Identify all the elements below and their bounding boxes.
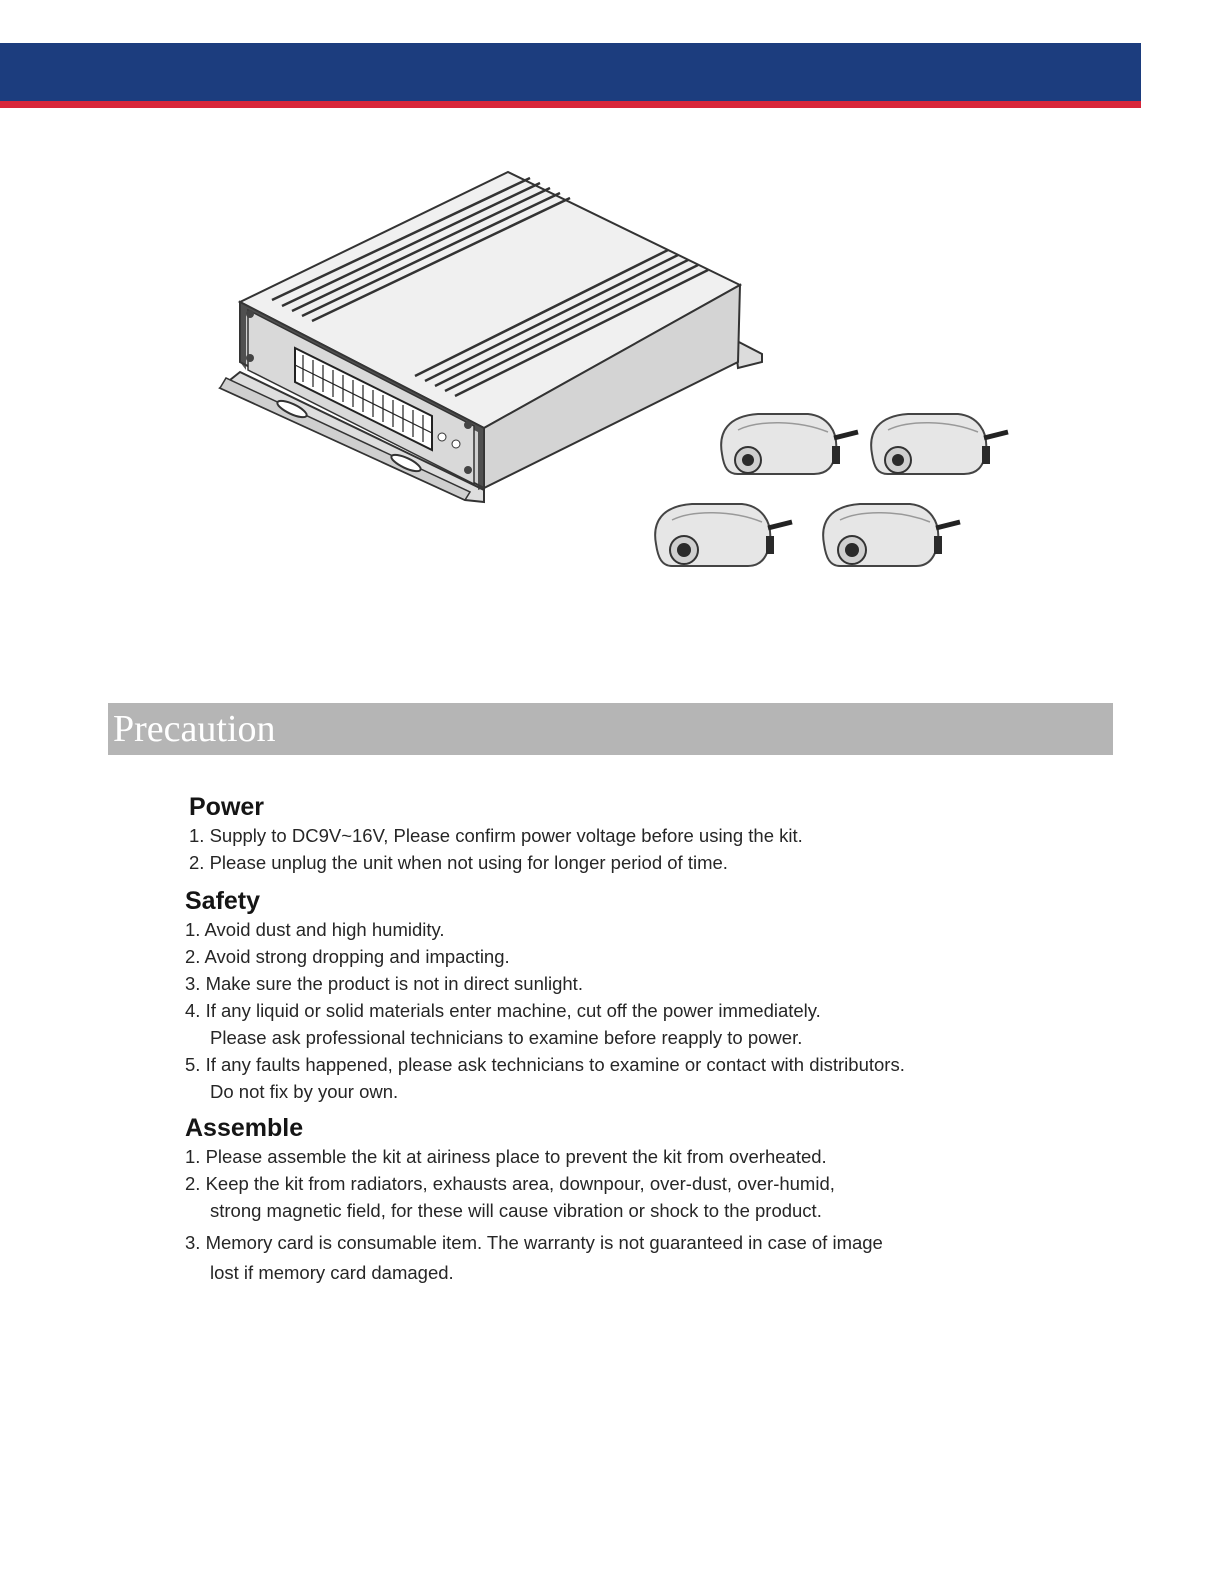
- safety-item-5-continuation: Do not fix by your own.: [210, 1081, 399, 1102]
- precaution-content: [185, 792, 1085, 1288]
- section-title: Precaution: [113, 708, 276, 750]
- camera-illustration: [721, 414, 858, 474]
- safety-item-3-text: 3. Make sure the product is not in direct sunlight.: [185, 973, 583, 994]
- assemble-item-1-text: 1. Please assemble the kit at airiness place to prevent the kit from overheated.: [185, 1146, 827, 1167]
- safety-item-1-text: 1. Avoid dust and high humidity.: [185, 919, 445, 940]
- safety-item-4-text: 4. If any liquid or solid materials enter machine, cut off the power immediately.: [185, 1000, 821, 1021]
- assemble-item-3-text: 3. Memory card is consumable item. The warranty is not guaranteed in case of image: [185, 1232, 883, 1253]
- safety-item-2-text: 2. Avoid strong dropping and impacting.: [185, 946, 510, 967]
- control-box-illustration: [220, 172, 762, 502]
- safety-item-5-text: 5. If any faults happened, please ask technicians to examine or contact with distributors.: [185, 1054, 905, 1075]
- power-group: [185, 792, 1085, 876]
- safety-group: [185, 886, 1085, 1105]
- safety-item-4-continuation: Please ask professional technicians to examine before reapply to power.: [210, 1027, 803, 1048]
- assemble-group: [185, 1113, 1085, 1288]
- header-accent-stripe: [0, 101, 1141, 108]
- assemble-item-2: [185, 1170, 1085, 1224]
- camera-illustration: [655, 504, 792, 566]
- safety-item-1: [185, 916, 1085, 943]
- camera-illustration: [871, 414, 1008, 474]
- safety-item-5: [185, 1051, 1085, 1105]
- assemble-item-2-text: 2. Keep the kit from radiators, exhausts area, downpour, over-dust, over-humid,: [185, 1173, 835, 1194]
- header-bar: [0, 43, 1141, 101]
- precaution-section-bar: [108, 703, 1113, 755]
- assemble-item-3-continuation: lost if memory card damaged.: [210, 1262, 454, 1283]
- camera-illustration: [823, 504, 960, 566]
- safety-item-3: [185, 970, 1085, 997]
- assemble-item-1: [185, 1143, 1085, 1170]
- power-item-1: 1. Supply to DC9V~16V, Please confirm power voltage before using the kit.: [189, 825, 803, 846]
- power-heading: Power: [189, 793, 265, 821]
- assemble-item-3: [185, 1228, 1085, 1288]
- product-figure: [0, 150, 1224, 620]
- power-item-2: 2. Please unplug the unit when not using for longer period of time.: [189, 852, 728, 873]
- safety-item-2: [185, 943, 1085, 970]
- safety-heading: Safety: [185, 887, 261, 915]
- assemble-heading: Assemble: [185, 1114, 304, 1142]
- assemble-item-2-continuation: strong magnetic field, for these will cause vibration or shock to the product.: [210, 1200, 822, 1221]
- safety-item-4: [185, 997, 1085, 1051]
- product-illustration: [0, 150, 1224, 620]
